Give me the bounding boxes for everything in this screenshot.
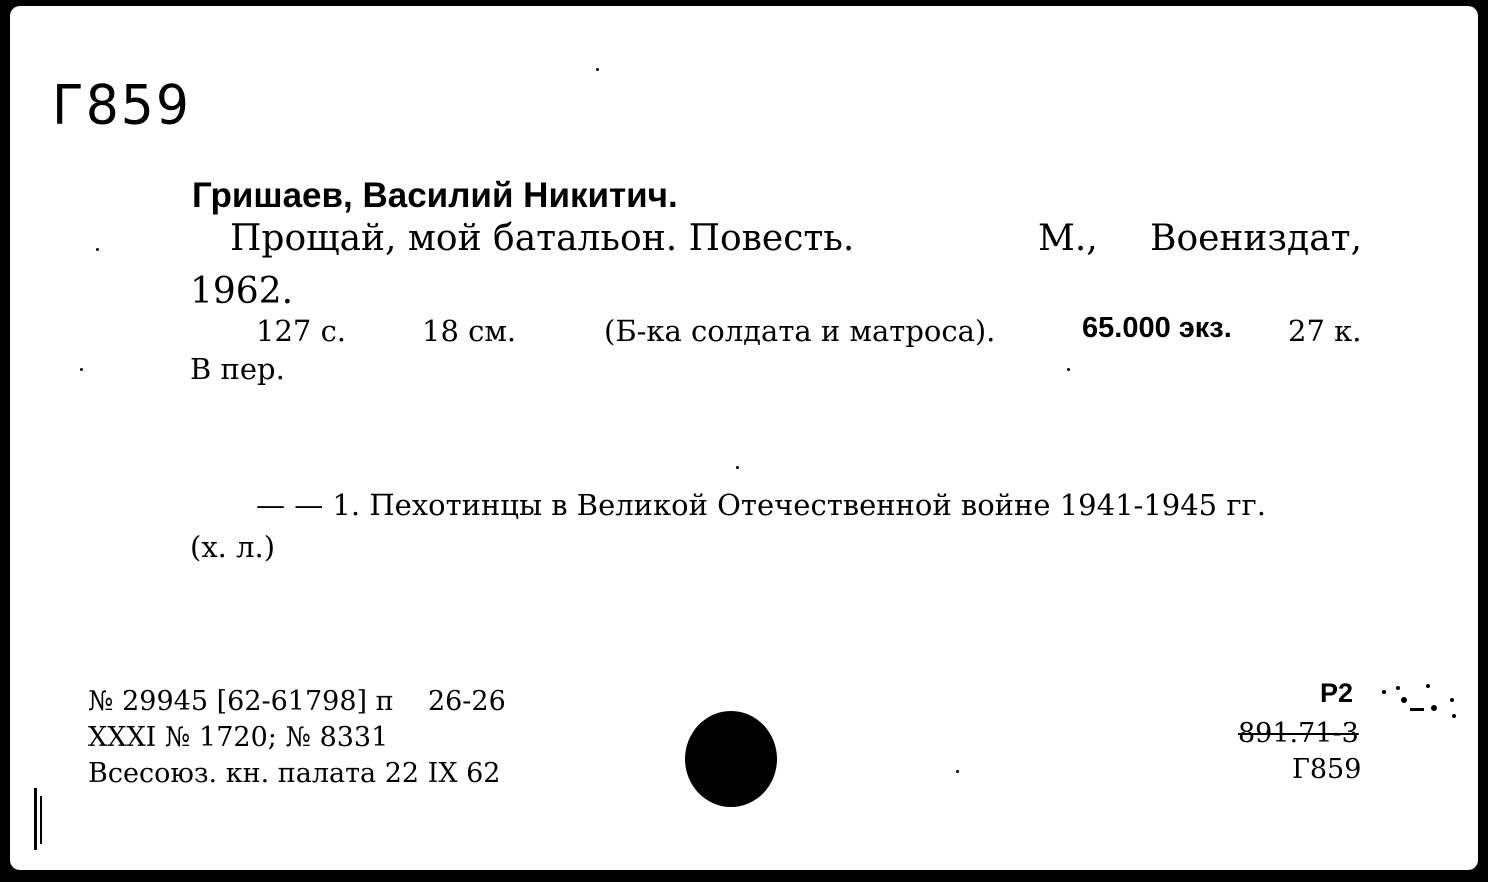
speck [596,68,599,71]
margin-mark [34,788,37,850]
publication-year: 1962. [190,271,294,312]
shelf-mark: Г859 [1292,754,1362,785]
subject-qualifier: (х. л.) [190,530,276,564]
classification-code: 891.71-3 [1238,718,1359,749]
smudge-dot [1382,690,1386,694]
pages: 127 с. [256,314,347,348]
smudge-dot [1426,684,1430,688]
card-punch-hole [685,711,777,807]
series: (Б-ка солдата и матроса). [604,314,996,348]
smudge-dot [1401,697,1407,703]
dimensions: 18 см. [422,314,517,348]
smudge-mark [1410,708,1424,711]
smudge-dot [1431,705,1437,711]
publication-place: М., [1038,218,1098,259]
smudge-dot [1452,714,1456,718]
speck [1067,368,1070,371]
smudge-dot [1396,686,1400,690]
stamp-smudge [1374,678,1464,728]
registration-line: № 29945 [62-61798] п 26-26 [88,686,506,717]
smudge-dot [1450,698,1454,702]
publisher: Воениздат, [1150,218,1363,259]
classification-index: Р2 [1320,678,1354,708]
margin-mark [40,796,42,844]
price: 27 к. [1288,314,1362,348]
print-run: 65.000 экз. [1082,312,1232,344]
speck [80,368,83,371]
chronicle-reference: XXXI № 1720; № 8331 [88,722,389,753]
chamber-imprint: Всесоюз. кн. палата 22 IX 62 [88,758,501,789]
binding: В пер. [190,352,285,386]
speck [736,466,739,469]
subject-heading: — — 1. Пехотинцы в Великой Отечественной войне 1941-1945 гг. [256,488,1266,522]
title-statement: Прощай, мой батальон. Повесть. [230,218,855,259]
speck [956,770,959,773]
catalog-card [10,6,1478,870]
call-number-handwritten: Г859 [52,74,191,137]
speck [96,248,99,251]
author-heading: Гришаев, Василий Никитич. [192,176,678,215]
